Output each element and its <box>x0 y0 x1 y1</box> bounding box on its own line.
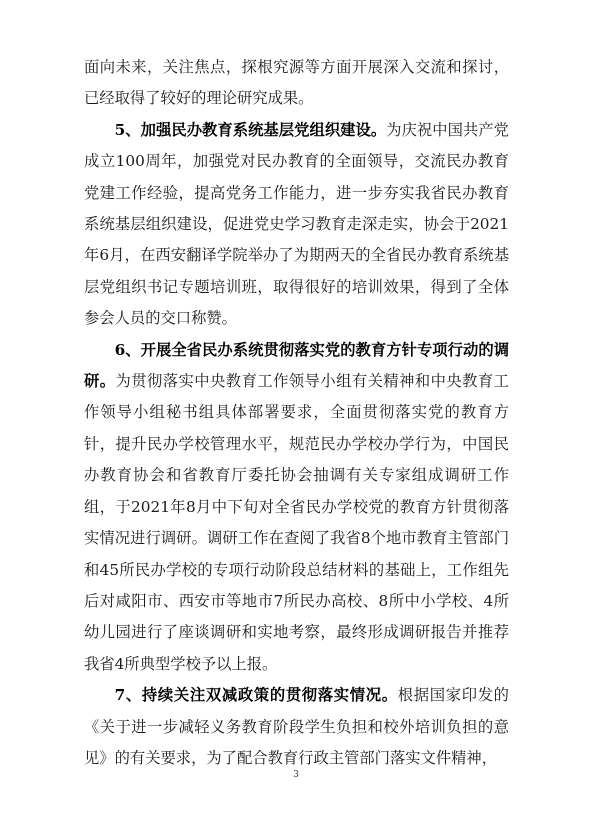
paragraph-text: 面向未来，关注焦点，探根究源等方面开展深入交流和探讨，已经取得了较好的理论研究成果。 <box>84 58 509 108</box>
paragraph-text: 为庆祝中国共产党成立100周年，加强党对民办教育的全面领导，交流民办教育党建工作经验，提高党务工作能力，进一步夯实我省民办教育系统基层组织建设，促进党史学习教育走深走实，协会于2021年6月，在西安翻译学院举办了为期两天的全省民办教育系统基层党组织书记专题培训班，取得很好的培训效果，得到了全体参会人员的交口称赞。 <box>84 120 509 328</box>
paragraph-section-7 <box>84 680 509 774</box>
paragraph-text: 根据国家印发的《关于进一步减轻义务教育阶段学生负担和校外培训负担的意见》的有关要求，为了配合教育行政主管部门落实文件精神， <box>84 686 509 767</box>
paragraph-section-5 <box>84 115 509 335</box>
paragraph-section-6 <box>84 335 509 680</box>
page-number: 3 <box>293 770 299 780</box>
paragraph-continuation <box>84 52 509 115</box>
section-heading: 5、加强民办教育系统基层党组织建设。 <box>114 120 387 139</box>
section-heading: 7、持续关注双减政策的贯彻落实情况。 <box>114 686 398 705</box>
page-body <box>84 52 509 774</box>
section-heading: 6、开展全省民办系统贯彻落实党的教育方针专项行动的调研。 <box>84 340 509 391</box>
paragraph-text: 为贯彻落实中央教育工作领导小组有关精神和中央教育工作领导小组秘书组具体部署要求，全面贯彻落实党的教育方针，提升民办学校管理水平，规范民办学校办学行为，中国民办教育协会和省教育厅委托协会抽调有关专家组成调研工作组，于2021年8月中下旬对全省民办学校党的教育方针贯彻落实情况进行调研。调研工作在查阅了我省8个地市教育主管部门和45所民办学校的专项行动阶段总结材料的基础上，工作组先后对咸阳市、西安市等地市7所民办高校、8所中小学校、4所幼儿园进行了座谈调研和实地考察，最终形成调研报告并推荐我省4所典型学校予以上报。 <box>84 372 509 673</box>
